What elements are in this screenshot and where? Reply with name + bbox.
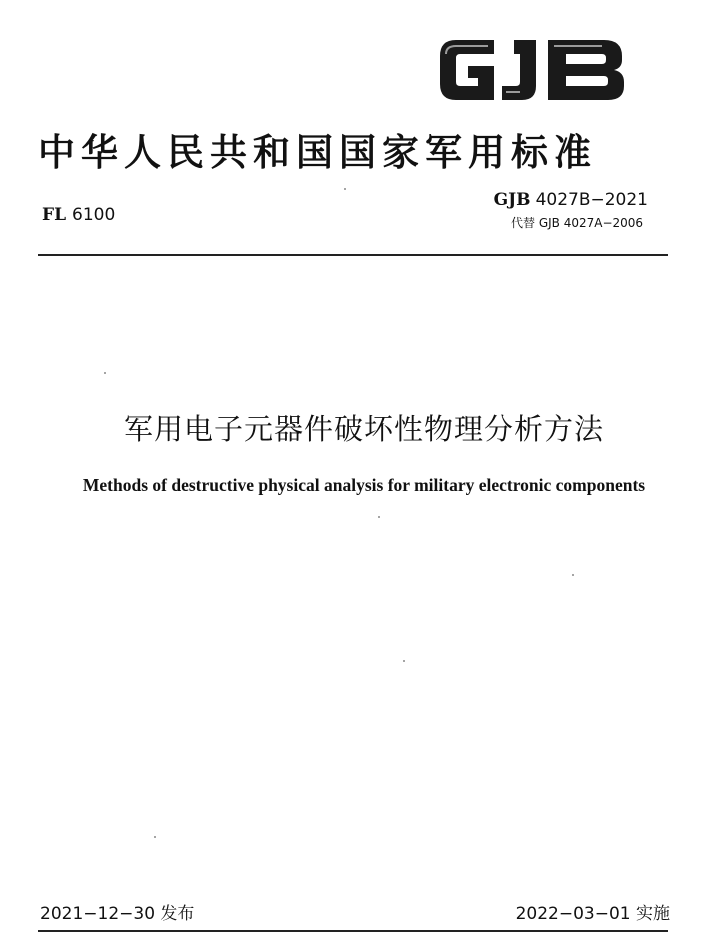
scan-speck: [104, 372, 106, 374]
classification-label: FL: [42, 205, 67, 225]
standard-code: [494, 190, 648, 210]
standard-type-title: 中华人民共和国国家军用标准: [38, 131, 597, 174]
header-divider: [38, 254, 668, 256]
standard-code-prefix: GJB: [493, 190, 531, 210]
scan-speck: [154, 836, 156, 838]
classification-number: 6100: [72, 205, 116, 225]
scan-speck: [572, 574, 574, 576]
classification-code: [42, 205, 115, 225]
scan-speck: [403, 660, 405, 662]
gjb-logo: [436, 30, 632, 110]
scan-speck: [378, 516, 380, 518]
scan-speck: [344, 188, 346, 190]
document-title-en: Methods of destructive physical analysis for military electronic components: [82, 475, 646, 495]
footer-divider: [38, 930, 668, 932]
effective-date: 2022−03−01 实施: [515, 904, 670, 924]
document-title-cn: 军用电子元器件破坏性物理分析方法: [123, 412, 604, 446]
gjb-logo-graphic: [436, 30, 632, 110]
issue-date: 2021−12−30 发布: [40, 904, 195, 924]
standard-code-number: 4027B−2021: [535, 190, 648, 210]
replaces-standard: 代替 GJB 4027A−2006: [511, 216, 644, 230]
